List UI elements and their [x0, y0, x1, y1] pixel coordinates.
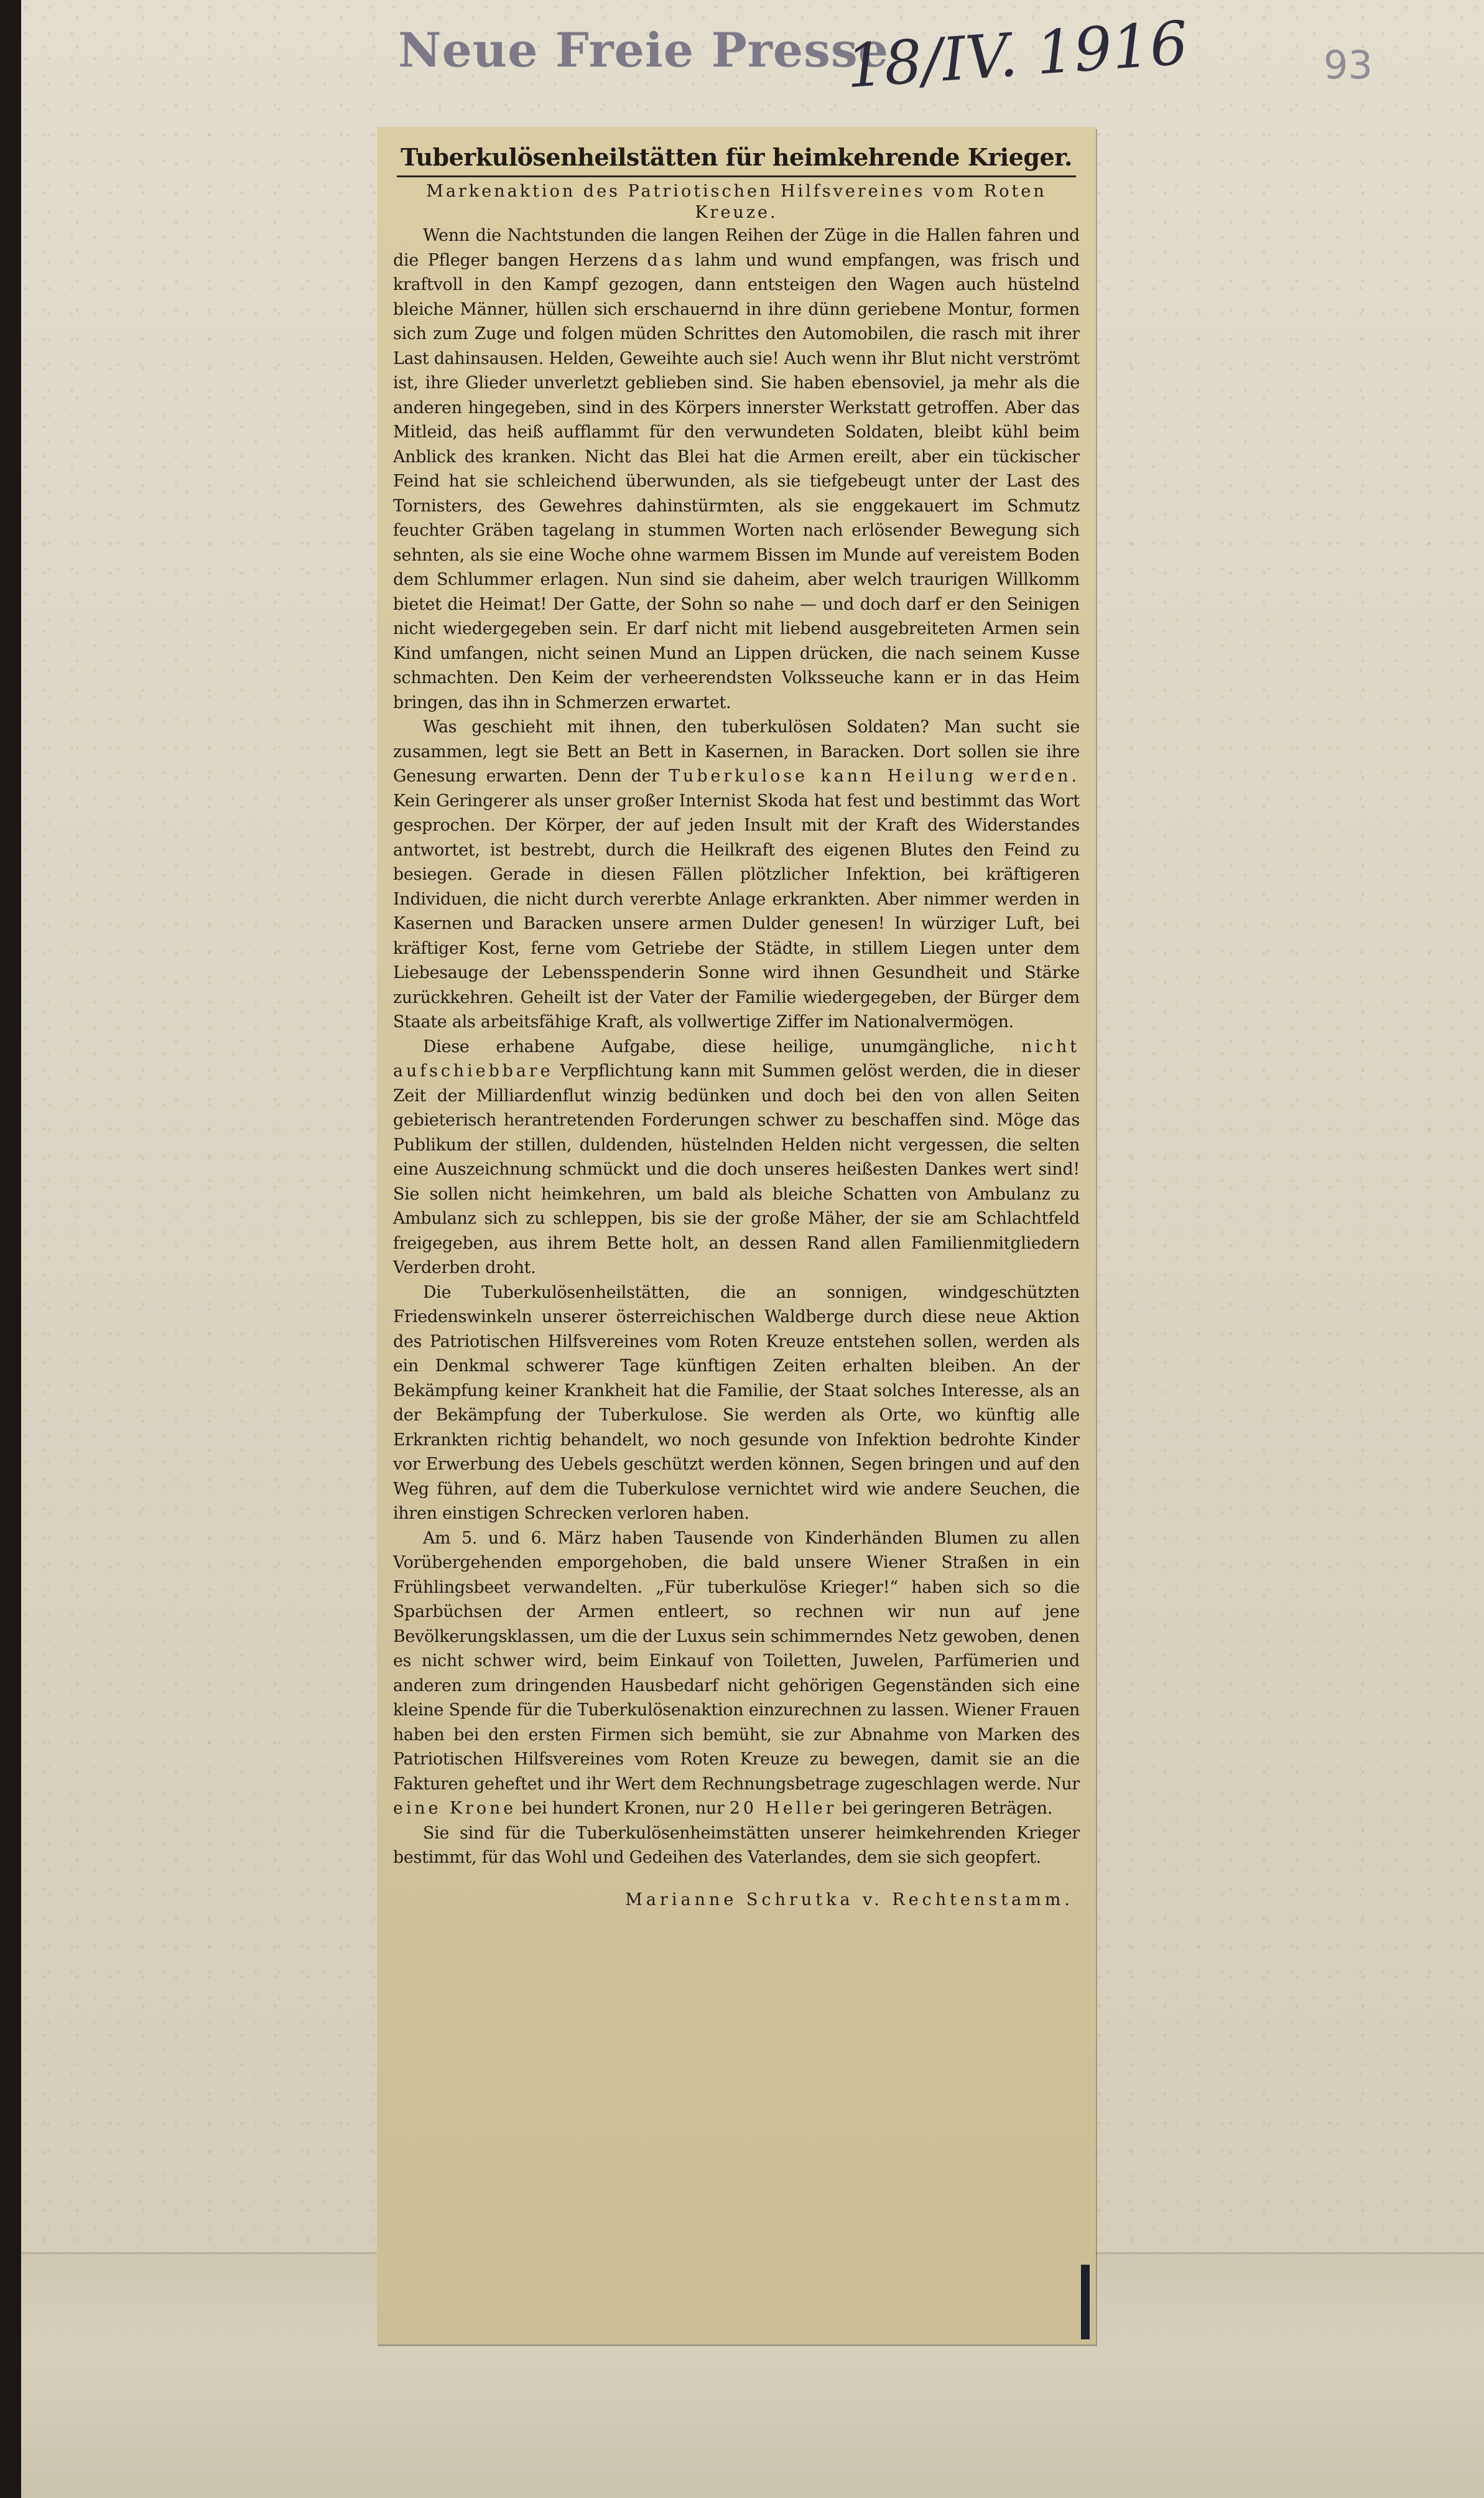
article-subheadline: Markenaktion des Patriotischen Hilfsvereines vom Roten Kreuze. [426, 182, 1047, 222]
paragraph-text: Sie sind für die Tuberkulösenheimstätten unserer heimkehrenden Krieger bestimmt, für das Wohl und Gedeihen des Vaterlandes, dem sie sich geopfert. [393, 1823, 1080, 1867]
article-paragraph [393, 223, 1080, 715]
paragraph-text: Wenn die Nachtstunden die langen Reihen der Züge in die Hallen fahren und die Pfleger bangen Herzens [393, 226, 1080, 270]
article-headline: Tuberkulösenheilstätten für heimkehrende Krieger. [401, 143, 1072, 171]
clipping-mount-edge [1081, 2265, 1090, 2339]
paragraph-text: Am 5. und 6. März haben Tausende von Kinderhänden Blumen zu allen Vorübergehenden emporgehoben, die bald unsere Wiener Straßen in ein Frühlingsbeet verwandelten. „Für tuberkulöse Krieger!“ haben sich so die Sparbüchsen der Armen entleert, so rechnen wir nun auf jene Bevölkerungsklassen, um die der Luxus sein schimmerndes Netz gewoben, denen es nicht schwer wird, beim Einkauf von Toiletten, Juwelen, Parfümerien und anderen zum dringenden Hausbedarf nicht gehörigen Gegenständen sich eine kleine Spende für die Tuberkulösenaktion einzurechnen zu lassen. Wiener Frauen haben bei den ersten Firmen sich bemüht, sie zur Abnahme von Marken des Patriotischen Hilfsvereines vom Roten Kreuze zu bewegen, damit sie an die Fakturen geheftet und ihr Wert dem Rechnungsbetrage zugeschlagen werde. Nur [393, 1528, 1080, 1794]
emphasized-text: eine Krone [393, 1799, 517, 1818]
paragraph-text: Was geschieht mit ihnen, den tuberkulösen Soldaten? Man sucht sie zusammen, legt sie Bett an Bett in Kasernen, in Baracken. Dort sollen sie ihre Genesung erwarten. Denn der [393, 717, 1080, 786]
article-paragraph [393, 1280, 1080, 1526]
paragraph-text: Die Tuberkulösenheilstätten, die an sonnigen, windgeschützten Friedenswinkeln unserer österreichischen Waldberge durch diese neue Aktion des Patriotischen Hilfsvereines vom Roten Kreuze entstehen sollen, werden als ein Denkmal schwerer Tage künftigen Zeiten erhalten bleiben. An der Bekämpfung keiner Krankheit hat die Familie, der Staat solches Interesse, als an der Bekämpfung der Tuberkulose. Sie werden als Orte, wo künftig alle Erkrankten richtig behandelt, wo noch gesunde von Infektion bedrohte Kinder vor Erwerbung des Uebels geschützt werden können, Segen bringen und auf den Weg führen, auf dem die Tuberkulose vernichtet wird wie andere Seuchen, die ihren einstigen Schrecken verloren haben. [393, 1282, 1080, 1523]
article-body [393, 223, 1080, 1870]
emphasized-text: nicht aufschiebbare [393, 1037, 1080, 1081]
paragraph-text: Verpflichtung kann mit Summen gelöst werden, die in dieser Zeit der Milliardenflut winzig bedünken und doch bei den von allen Seiten gebieterisch herantretenden Forderungen schwer zu beschaffen sind. Möge das Publikum der stillen, duldenden, hüstelnden Helden nicht vergessen, die selten eine Auszeichnung schmückt und die doch unseres heißesten Dankes wert sind! Sie sollen nicht heimkehren, um bald als bleiche Schatten von Ambulanz zu Ambulanz sich zu schleppen, bis sie der große Mäher, der sie am Schlachtfeld freigegeben, aus ihrem Bette holt, an dessen Rand allen Familienmitgliedern Verderben droht. [393, 1061, 1080, 1277]
handwritten-date: 18/IV. 1916 [843, 7, 1190, 102]
author-signature: Marianne Schrutka v. Rechtenstamm. [625, 1890, 1074, 1909]
paragraph-text: Kein Geringerer als unser großer Internist Skoda hat fest und bestimmt das Wort gesprochen. Der Körper, der auf jeden Insult mit der Kraft des Widerstandes antwortet, ist bestrebt, durch die Heilkraft des eigenen Blutes den Feind zu besiegen. Gerade in diesen Fällen plötzlicher Infektion, bei kräftigeren Individuen, die nicht durch vererbte Anlage erkrankten. Aber nimmer werden in Kasernen und Baracken unsere armen Dulder genesen! In würziger Luft, bei kräftiger Kost, ferne vom Getriebe der Städte, in stillem Liegen unter dem Liebesauge der Lebensspenderin Sonne wird ihnen Gesundheit und Stärke zurückkehren. Geheilt ist der Vater der Familie wiedergegeben, der Bürger dem Staate als arbeitsfähige Kraft, als vollwertige Ziffer im Nationalvermögen. [393, 791, 1080, 1032]
newspaper-clipping [377, 127, 1096, 2344]
emphasized-text: 20 Heller [729, 1799, 837, 1818]
headline-rule [397, 175, 1076, 177]
article-paragraph [393, 1526, 1080, 1821]
article-paragraph [393, 1821, 1080, 1870]
paragraph-text: bei hundert Kronen, nur [516, 1799, 730, 1818]
paragraph-text: lahm und wund empfangen, was frisch und kraftvoll in den Kampf gezogen, dann entsteigen den Wagen auch hüstelnd bleiche Männer, hüllen sich erschauernd in ihre dünn geriebene Montur, formen sich zum Zuge und folgen müden Schrittes den Automobilen, die rasch mit ihrer Last dahinsausen. Helden, Geweihte auch sie! Auch wenn ihr Blut nicht verströmt ist, ihre Glieder unverletzt geblieben sind. Sie haben ebensoviel, ja mehr als die anderen hingegeben, sind in des Körpers innerster Werkstatt getroffen. Aber das Mitleid, das heiß aufflammt für den verwundeten Soldaten, bleibt kühl beim Anblick des kranken. Nicht das Blei hat die Armen ereilt, aber ein tückischer Feind hat sie schleichend überwunden, als sie tiefgebeugt unter der Last des Tornisters, des Gewehres dahinstürmten, als sie enggekauert im Schmutz feuchter Gräben tagelang in stummen Worten nach erlösender Bewegung sich sehnten, als sie eine Woche ohne warmem Bissen im Munde auf vereistem Boden dem Schlummer erlagen. Nun sind sie daheim, aber welch traurigen Willkomm bietet die Heimat! Der Gatte, der Sohn so nahe — und doch darf er den Seinigen nicht wiedergegeben sein. Er darf nicht mit liebend ausgebreiteten Armen sein Kind umfangen, nicht seinen Mund an Lippen drücken, die nach seinem Kusse schmachten. Den Keim der verheerendsten Volksseuche kann er in das Heim bringen, das ihn in Schmerzen erwartet. [393, 250, 1080, 712]
newspaper-stamp: Neue Freie Presse [398, 22, 889, 78]
article-paragraph [393, 715, 1080, 1035]
page-number: 93 [1324, 42, 1373, 88]
paragraph-text: bei geringeren Beträgen. [837, 1799, 1053, 1818]
emphasized-text: Tuberkulose kann Heilung werden. [669, 767, 1080, 786]
paragraph-text: Diese erhabene Aufgabe, diese heilige, unumgängliche, [423, 1037, 1022, 1056]
emphasized-text: das [647, 250, 686, 270]
article-paragraph [393, 1035, 1080, 1280]
